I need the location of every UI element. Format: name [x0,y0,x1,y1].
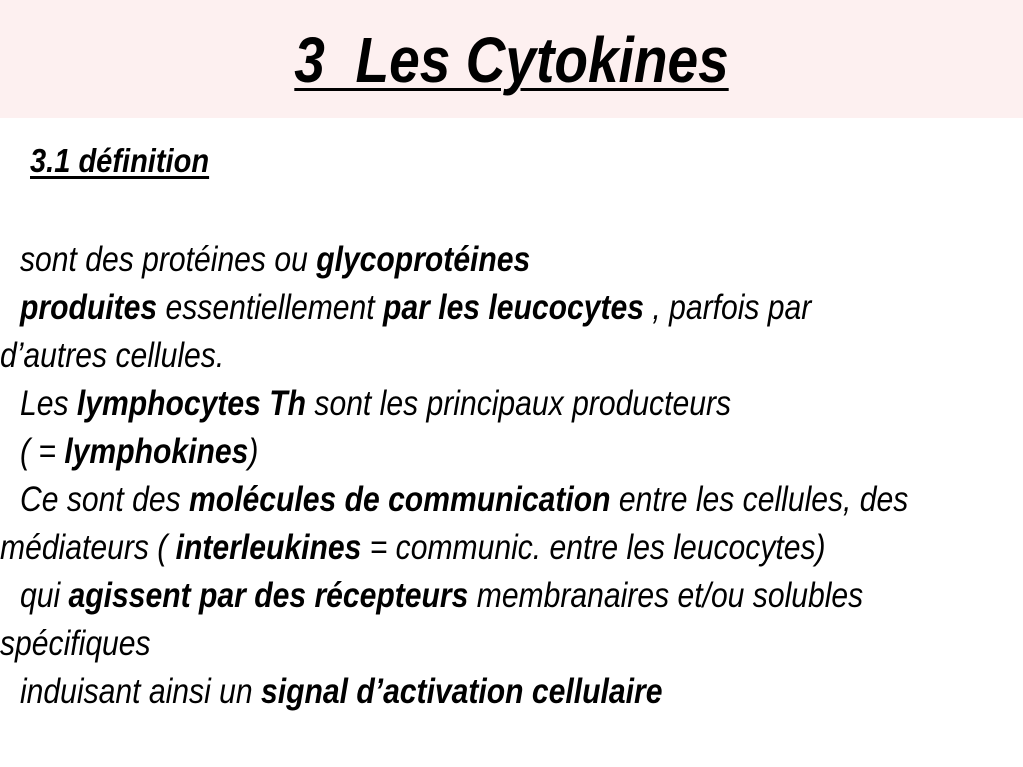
line-text: sont des protéines ou [20,240,317,279]
line-text: qui [20,576,69,615]
line-bold: lymphokines [64,432,249,471]
definition-line-7 [0,524,826,572]
definition-line-4 [20,380,731,428]
line-text: ) [248,432,259,471]
definition-line-3 [0,332,224,380]
section-heading: 3.1 définition [30,142,210,179]
line-text: spécifiques [0,624,151,663]
line-bold: agissent par des récepteurs [68,576,469,615]
line-text: essentiellement [157,288,384,327]
line-bold: par les leucocytes [383,288,645,327]
line-text: médiateurs ( [0,528,176,567]
definition-line-5 [20,428,258,476]
definition-line-8 [20,572,863,620]
line-text: d’autres cellules. [0,336,225,375]
definition-line-10 [20,668,662,716]
line-text: , parfois par [644,288,812,327]
line-bold: molécules de communication [188,480,611,519]
line-text: ( = [20,432,65,471]
definition-line-2 [20,284,811,332]
line-bold: interleukines [175,528,362,567]
line-text: Les [20,384,77,423]
line-text: Ce sont des [20,480,189,519]
line-text: membranaires et/ou solubles [468,576,864,615]
definition-line-1 [20,236,530,284]
definition-line-9 [0,620,151,668]
line-bold: glycoprotéines [316,240,531,279]
line-bold: signal d’activation cellulaire [260,672,663,711]
definition-line-6 [20,476,908,524]
line-text: induisant ainsi un [20,672,261,711]
line-text: = communic. entre les leucocytes) [361,528,826,567]
line-bold: produites [20,288,158,327]
slide-title: 3 Les Cytokines [294,24,729,96]
line-text: sont les principaux producteurs [306,384,732,423]
line-text: entre les cellules, des [610,480,909,519]
line-bold: lymphocytes Th [76,384,307,423]
